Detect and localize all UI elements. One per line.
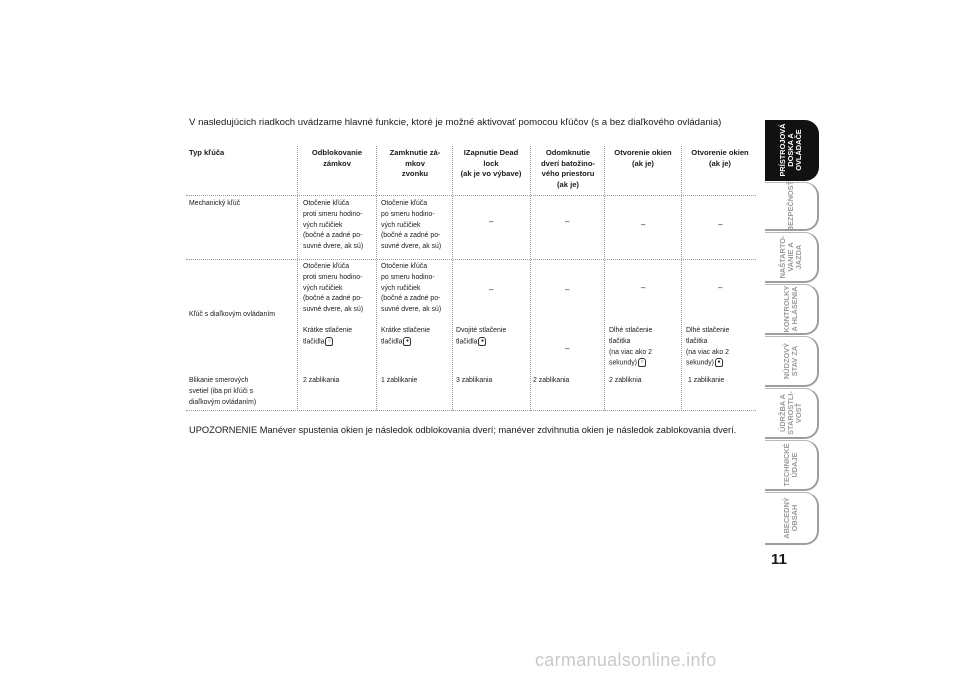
table-cell-remote-boot: – (565, 285, 570, 294)
table-cell-remote-win1: – (641, 283, 646, 292)
tab-label: TECHNICKÉ ÚDAJE (782, 443, 799, 487)
column-divider (376, 146, 377, 411)
table-cell-blink-win2: 1 zablikanie (688, 377, 725, 384)
table-cell-mechanical-win1: – (641, 220, 646, 229)
tab-label: PRÍSTROJOVÁ DOSKA A OVLÁDAČE (778, 123, 803, 177)
button-win1-text: Dlhé stlačenie tlačitka (na viac ako 2 sekundy) (609, 327, 653, 367)
column-divider (452, 146, 453, 411)
key-unlock-icon: ○ (638, 358, 646, 367)
table-row-remote-key: Kľúč s diaľkovým ovládaním (189, 311, 275, 318)
tab-dashboard-controls[interactable] (765, 120, 819, 181)
tab-starting-driving[interactable] (765, 232, 819, 283)
table-cell-mechanical-deadlock: – (489, 217, 494, 226)
key-unlock-icon: ○ (325, 337, 333, 346)
table-cell-mechanical-unlock: Otočenie kľúča proti smeru hodino- vých ručičiek (bočné a zadné po- suvné dvere, ak sú) (303, 200, 364, 251)
column-divider (530, 146, 531, 411)
table-cell-blink-unlock: 2 zablikania (303, 377, 340, 384)
button-lock-text: Krátke stlačenie tlačidla (381, 327, 431, 346)
header-windows-1: Otvorenie okien (ak je) (614, 148, 672, 168)
intro-text: V nasledujúcich riadkoch uvádzame hlavné funkcie, ktoré je možné aktivovať pomocou kľúčov (s a bez diaľkového ovládania) (189, 117, 722, 128)
table-cell-button-boot: – (565, 344, 570, 353)
table-cell-remote-lock: Otočenie kľúča po smeru hodino- vých ručičiek (bočné a zadné po- suvné dvere, ak sú) (381, 263, 442, 314)
row-divider (186, 410, 756, 411)
tab-warning-lights[interactable] (765, 284, 819, 335)
table-cell-remote-deadlock: – (489, 285, 494, 294)
table-cell-remote-unlock: Otočenie kľúča proti smeru hodino- vých ručičiek (bočné a zadné po- suvné dvere, ak sú) (303, 263, 364, 314)
table-cell-remote-win2: – (718, 283, 723, 292)
button-win2-text: Dlhé stlačenie tlačitka (na viac ako 2 sekundy) (686, 327, 730, 367)
tab-label: ABECEDNÝ OBSAH (782, 497, 799, 539)
key-lock-icon: ● (715, 358, 723, 367)
column-divider (681, 146, 682, 411)
table-row-mechanical-key: Mechanický kľúč (189, 200, 241, 207)
header-unlock: Odblokovanie zámkov (311, 148, 363, 168)
header-lock: Zamknutie zá- mkov zvonku (389, 148, 441, 178)
table-cell-button-lock (381, 326, 430, 348)
table-cell-button-win1 (609, 326, 652, 370)
row-divider (186, 259, 756, 260)
header-deadlock: IZapnutie Dead lock (ak je vo výbave) (460, 148, 522, 178)
table-cell-mechanical-boot: – (565, 217, 570, 226)
column-divider (604, 146, 605, 411)
key-lock-icon: ● (403, 337, 411, 346)
button-unlock-text: Krátke stlačenie tlačidla (303, 327, 353, 346)
table-cell-button-deadlock (456, 326, 506, 348)
row-divider (186, 195, 756, 196)
table-cell-blink-win1: 2 zabliknia (609, 377, 642, 384)
tab-safety[interactable] (765, 182, 819, 231)
table-cell-button-unlock (303, 326, 352, 348)
table-cell-mechanical-lock: Otočenie kľúča po smeru hodino- vých ručičiek (bočné a zadné po- suvné dvere, ak sú) (381, 200, 442, 251)
watermark: carmanualsonline.info (535, 650, 717, 670)
warning-note: UPOZORNENIE Manéver spustenia okien je následok odblokovania dverí; manéver zdvihnutia okien je následok zablokovania dverí. (189, 425, 737, 435)
tab-index[interactable] (765, 492, 819, 545)
tab-label: KONTROLKY A HLÁSENIA (782, 285, 799, 333)
tab-label: ÚDRŽBA A STAROSTLI- VOSŤ (778, 391, 803, 435)
button-deadlock-text: Dvojité stlačenie tlačidla (456, 327, 507, 346)
table-cell-button-win2 (686, 326, 729, 370)
table-row-blink-key: Blikanie smerových svetiel (iba pri kľúči s diaľkovým ovládaním) (189, 377, 257, 406)
tab-maintenance[interactable] (765, 388, 819, 439)
table-cell-blink-deadlock: 3 zablikania (456, 377, 493, 384)
table-cell-mechanical-win2: – (718, 220, 723, 229)
tab-emergency[interactable] (765, 336, 819, 387)
header-boot: Odomknutie dverí batožino- vého priestoru (ak je) (540, 148, 595, 189)
column-divider (297, 146, 298, 411)
tab-label: BEZPEČNOSŤ (786, 180, 795, 232)
header-key-type: Typ kľúča (189, 148, 225, 157)
tab-label: NAŠTARTO- VANIE A JAZDA (778, 235, 803, 279)
tab-label: NÚDZOVÝ STAV ZA (782, 342, 799, 380)
tab-technical-data[interactable] (765, 440, 819, 491)
table-cell-blink-lock: 1 zablikanie (381, 377, 418, 384)
page-number: 11 (771, 551, 787, 568)
table-cell-blink-boot: 2 zablikania (533, 377, 570, 384)
key-lock-icon: ● (478, 337, 486, 346)
header-windows-2: Otvorenie okien (ak je) (691, 148, 749, 168)
